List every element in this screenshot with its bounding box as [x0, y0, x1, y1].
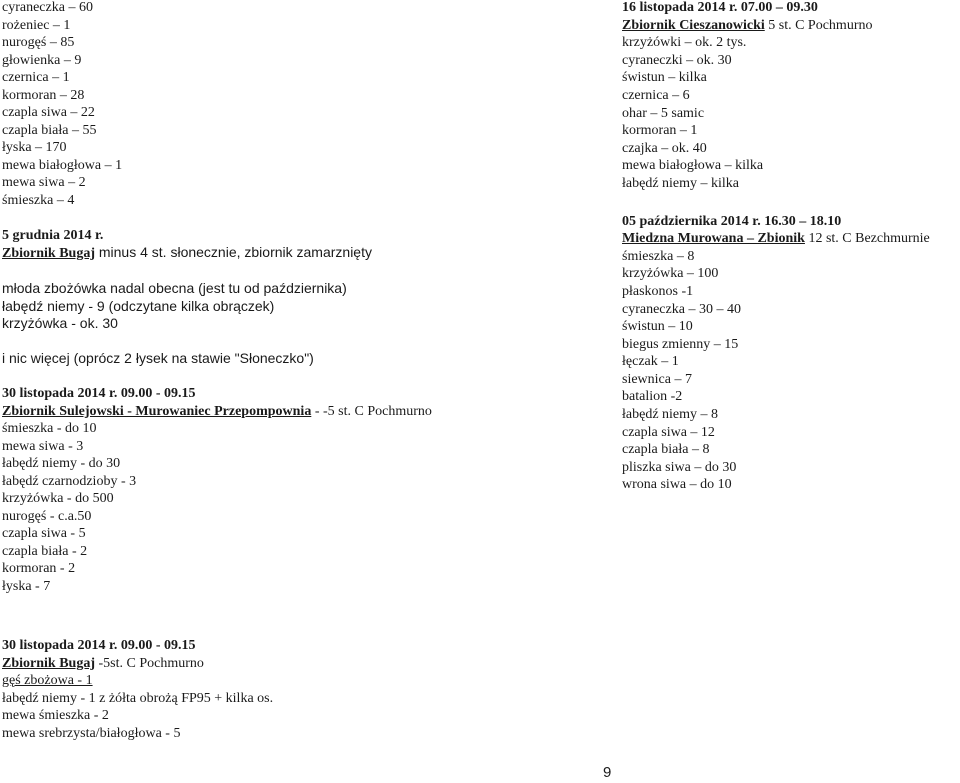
count-line: łyska – 170 [2, 140, 67, 155]
entry-location: Zbiornik Bugaj [2, 246, 95, 261]
count-line: krzyżówka - do 500 [2, 491, 114, 506]
count-line: śmieszka - do 10 [2, 421, 97, 436]
count-line: czapla siwa – 22 [2, 105, 95, 120]
entry-header [622, 230, 930, 248]
count-line: czapla biała – 55 [2, 122, 97, 138]
count-line: łabędź niemy - do 30 [2, 456, 121, 471]
count-line: śmieszka – 4 [2, 192, 75, 208]
entry-conditions: -5st. C Pochmurno [94, 655, 204, 671]
count-line: krzyżówki – ok. 2 tys. [622, 35, 747, 51]
count-line: czernica – 6 [622, 87, 690, 103]
count-line: czajka – ok. 40 [622, 140, 707, 156]
count-line: śmieszka – 8 [622, 248, 695, 264]
left-column-bottom [2, 637, 273, 742]
count-line: pliszka siwa – do 30 [622, 459, 737, 475]
count-line: świstun – kilka [622, 70, 707, 86]
count-line: cyraneczka – 30 – 40 [622, 301, 741, 317]
note-line: łabędź niemy - 9 (odczytane kilka obrączek) [2, 297, 275, 314]
entry-header [2, 655, 273, 673]
entry-date: 5 grudnia 2014 r. [2, 227, 104, 243]
count-line: ohar – 5 samic [622, 105, 705, 121]
count-line: cyraneczka – 60 [2, 0, 93, 15]
entry-location: Zbiornik Sulejowski - Murowaniec Przepompownia [2, 403, 312, 419]
note-line: krzyżówka - ok. 30 [2, 315, 118, 331]
entry-header [2, 403, 432, 421]
count-line: kormoran – 28 [2, 87, 85, 103]
count-line: gęś zbożowa - 1 [2, 673, 93, 688]
count-line: czapla siwa – 12 [622, 424, 715, 440]
count-line: nurogęś – 85 [2, 35, 75, 50]
note-line: młoda zbożówka nadal obecna (jest tu od października) [2, 280, 347, 296]
entry-date: 30 listopada 2014 r. 09.00 - 09.15 [2, 638, 196, 653]
count-line: rożeniec – 1 [2, 17, 71, 33]
count-line: kormoran – 1 [622, 123, 698, 139]
count-line: łabędź niemy - 1 z żółta obrożą FP95 + kilka os. [2, 690, 274, 706]
count-line: mewa siwa – 2 [2, 175, 86, 190]
entry-date: 05 października 2014 r. 16.30 – 18.10 [622, 213, 842, 229]
entry-header [2, 244, 432, 263]
entry-conditions: 5 st. C Pochmurno [764, 17, 873, 33]
count-line: cyraneczki – ok. 30 [622, 52, 732, 68]
count-line: siewnica – 7 [622, 371, 692, 387]
count-line: łyska - 7 [2, 578, 51, 594]
entry-conditions: minus 4 st. słonecznie, zbiornik zamarznięty [94, 244, 372, 260]
count-line: kormoran - 2 [2, 561, 76, 576]
entry-location: Miedzna Murowana – Zbionik [622, 231, 805, 247]
page-number: 9 [603, 764, 612, 781]
count-line: głowienka – 9 [2, 52, 82, 68]
count-line: wrona siwa – do 10 [622, 477, 732, 493]
entry-conditions: - -5 st. C Pochmurno [311, 403, 432, 419]
entry-conditions: 12 st. C Bezchmurnie [804, 231, 930, 247]
count-line: łabędź niemy – kilka [622, 175, 740, 191]
count-line: biegus zmienny – 15 [622, 336, 739, 352]
entry-date: 30 listopada 2014 r. 09.00 - 09.15 [2, 386, 196, 401]
count-line: mewa siwa - 3 [2, 438, 84, 454]
count-line: czernica – 1 [2, 70, 70, 85]
count-line: mewa srebrzysta/białogłowa - 5 [2, 725, 181, 741]
count-line: płaskonos -1 [622, 283, 694, 299]
right-column [622, 0, 930, 494]
count-line: łęczak – 1 [622, 354, 679, 370]
entry-header [622, 17, 930, 35]
count-line: mewa białogłowa – 1 [2, 157, 123, 173]
count-line: mewa śmieszka - 2 [2, 708, 109, 723]
count-line: nurogęś - c.a.50 [2, 508, 92, 524]
count-line: łabędź czarnodzioby - 3 [2, 473, 137, 489]
entry-location: Zbiornik Bugaj [2, 655, 95, 671]
count-line: czapla biała – 8 [622, 442, 710, 458]
left-column-top [2, 0, 432, 595]
count-line: czapla biała - 2 [2, 543, 88, 559]
count-line: mewa białogłowa – kilka [622, 158, 764, 174]
count-line: batalion -2 [622, 389, 683, 405]
count-line: świstun – 10 [622, 319, 693, 335]
count-line: krzyżówka – 100 [622, 266, 719, 282]
remark-line: i nic więcej (oprócz 2 łysek na stawie "Słoneczko") [2, 350, 314, 366]
count-line: łabędź niemy – 8 [622, 407, 719, 423]
entry-date: 16 listopada 2014 r. 07.00 – 09.30 [622, 0, 818, 15]
entry-location: Zbiornik Cieszanowicki [622, 17, 765, 33]
count-line: czapla siwa - 5 [2, 526, 86, 541]
